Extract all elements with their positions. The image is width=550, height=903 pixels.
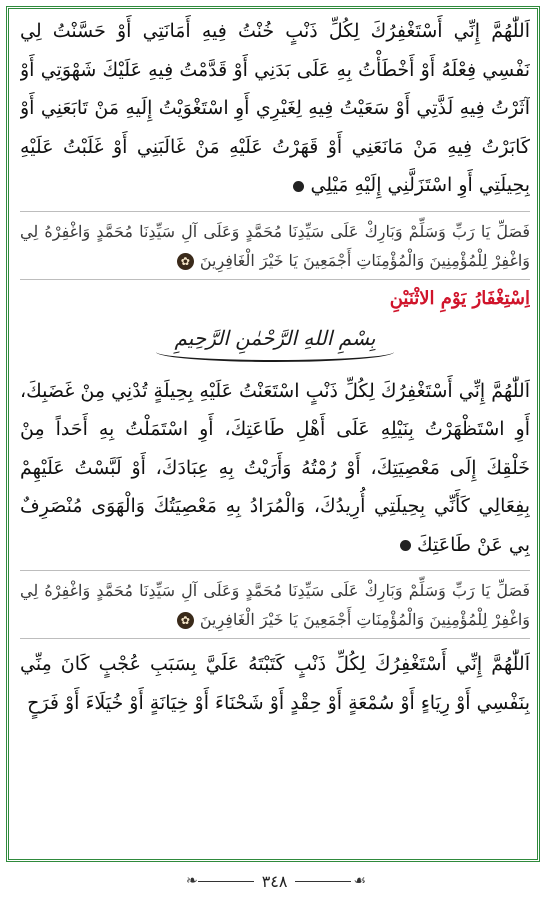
text-line: بِفِعَالِي كَأَنِّي بِحِيلَتِي أُرِيدُكَ، وَالْمُرَادُ بِهِ مَعْصِيَتُكَ وَالْهَوَى مُنْصَرِفٌ bbox=[20, 495, 530, 517]
page-content bbox=[20, 12, 530, 857]
supplication-paragraph-3 bbox=[20, 645, 530, 722]
end-of-verse-marker-icon bbox=[293, 181, 304, 192]
section-heading: اِسْتِغْفَارُ يَوْمِ الاثْنَيْنِ bbox=[389, 287, 530, 309]
basmala-calligraphy bbox=[20, 318, 530, 362]
salawat-block-2 bbox=[20, 570, 530, 639]
text-line: أَوْ كَابَرْتُ فِيهِ مَنْ مَانَعَنِي أَوْ قَهَرْتُ عَلَيْهِ مَنْ غَالَبَنِي أَوْ غَلَبْتُ عَلَيْهِ bbox=[20, 97, 530, 158]
supplication-paragraph-2 bbox=[20, 372, 530, 565]
right-ornament-icon: ☙ bbox=[353, 873, 365, 889]
text-line: فَصَلِّ يَا رَبِّ وَسَلِّمْ وَبَارِكْ عَلَى سَيِّدِنَا مُحَمَّدٍ وَعَلَى آلِ سَيِّدِنَا مُحَمَّدٍ bbox=[96, 581, 530, 600]
text-line: فَصَلِّ يَا رَبِّ وَسَلِّمْ وَبَارِكْ عَلَى سَيِّدِنَا مُحَمَّدٍ وَعَلَى آلِ سَيِّدِنَا مُحَمَّدٍ bbox=[96, 221, 530, 241]
text-line: غَضَبِكَ، أَوِ اسْتَظْهَرْتُ بِنَيْلِهِ عَلَى أَهْلِ طَاعَتِكَ، أَوِ اسْتَمَلْتُ بِهِ أَحَداً bbox=[20, 379, 530, 440]
end-of-verse-marker-icon bbox=[400, 540, 411, 551]
ornament-line bbox=[198, 881, 254, 882]
text-line: اَللّٰهُمَّ إِنِّي أَسْتَغْفِرُكَ لِكُلِّ ذَنْبٍ خُنْتُ فِيهِ أَمَانَتِي أَوْ حَسَّنْتُ لِي bbox=[20, 20, 530, 42]
text-line: وَاغْفِرْهُ لِي وَاغْفِرْ لِلْمُؤْمِنِينَ وَالْمُؤْمِنَاتِ أَجْمَعِينَ يَا خَيْرَ الْغَافِرِينَ bbox=[20, 221, 530, 270]
supplication-paragraph-1 bbox=[20, 12, 530, 205]
ornament-line bbox=[295, 881, 351, 882]
page-footer bbox=[0, 866, 550, 896]
text-line: بِي عَنْ طَاعَتِكَ bbox=[417, 533, 530, 556]
text-line: نَفْسِي فِعْلَهُ أَوْ أَخْطَأْتُ بِهِ عَلَى بَدَنِي أَوْ قَدَّمْتُ فِيهِ عَلَيْكَ شَهْوَتِي bbox=[40, 58, 530, 81]
text-line: اَللّٰهُمَّ إِنِّي أَسْتَغْفِرُكَ لِكُلِّ ذَنْبٍ اسْتَعَنْتُ عَلَيْهِ بِحِيلَةٍ تُدْنِي مِنْ bbox=[80, 379, 530, 402]
text-line: أَوْ آثَرْتُ فِيهِ لَذَّتِي أَوْ سَعَيْتُ فِيهِ لِغَيْرِي أَوِ اسْتَغْوَيْتُ إِلَيهِ مَنْ تَابَعَنِي bbox=[20, 58, 530, 119]
left-ornament-icon: ❧ bbox=[185, 873, 196, 889]
text-line: مِنْ خَلْقِكَ إِلَى مَعْصِيَتِكَ، أَوْ رُمْتُهُ وَأَرَيْتُ بِهِ عِبَادَكَ، أَوْ لَبَّسْتُ عَلَيْهِمْ bbox=[20, 418, 530, 479]
salawat-block-1 bbox=[20, 211, 530, 280]
text-line: وَاغْفِرْهُ لِي وَاغْفِرْ لِلْمُؤْمِنِينَ وَالْمُؤْمِنَاتِ أَجْمَعِينَ يَا خَيْرَ الْغَافِرِينَ bbox=[20, 581, 530, 629]
text-line: بِنَفْسِي أَوْ رِيَاءٍ أَوْ سُمْعَةٍ أَوْ حِقْدٍ أَوْ شَحْنَاءَ أَوْ خِيَانَةٍ أَوْ خُيَلَاءَ أَوْ فَرَحٍ bbox=[27, 691, 530, 714]
text-line: اَللّٰهُمَّ إِنِّي أَسْتَغْفِرُكَ لِكُلِّ ذَنْبٍ كَتَبْتَهُ عَلَيَّ بِسَبَبِ عُجْبٍ كَانَ مِنِّي bbox=[20, 653, 530, 675]
page-number: ٣٤٨ bbox=[261, 871, 288, 891]
basmala-text: بِسْمِ اللهِ الرَّحْمٰنِ الرَّحِيمِ bbox=[156, 318, 393, 362]
rosette-icon: ✿ bbox=[177, 253, 194, 270]
rosette-icon: ✿ bbox=[177, 612, 194, 629]
text-line: بِحِيلَتِي أَوِ اسْتَزَلَّنِي إِلَيْهِ مَيْلِي bbox=[310, 174, 530, 196]
